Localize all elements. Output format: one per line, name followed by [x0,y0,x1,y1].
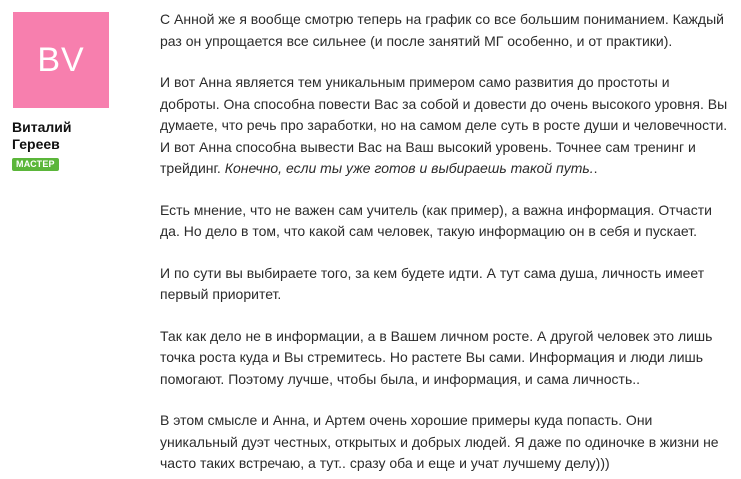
avatar-initials: BV [37,40,85,79]
post-paragraph: С Анной же я вообще смотрю теперь на график со все большим пониманием. Каждый раз он упрощается все сильнее (и после занятий МГ особенно, и от практики). [160,11,724,49]
post-paragraph-text: И вот Анна является тем уникальным примером само развития до простоты и доброты. Она способна повести Вас за собой и довести до очень высокого уровня. Вы думаете, что речь про заработки, но на самом деле суть в росте души и человечности. И вот Анна способна вывести Вас на Ваш высокий уровень. Точнее сам тренинг и трейдинг. [160,74,728,176]
post-paragraph: И по сути вы выбираете того, за кем будете идти. А тут сама душа, личность имеет первый приоритет. [160,264,705,302]
post-paragraph: Так как дело не в информации, а в Вашем личном росте. А другой человек это лишь точка роста куда и Вы стремитесь. Но растете Вы сами. Информация и люди лишь помогают. Поэтому лучше, чтобы была, и информация, и сама личность.. [160,327,713,387]
author-first-name: Виталий [12,119,72,135]
avatar[interactable] [13,12,109,108]
post-paragraph [160,72,732,180]
author-card [12,12,140,172]
author-last-name: Гереев [12,136,60,152]
post-paragraph: В этом смысле и Анна, и Артем очень хорошие примеры куда попасть. Они уникальный дуэт честных, открытых и добрых людей. Я даже по одиночке в жизни не часто таких встречаю, а тут.. сразу оба и еще и учат лучшему делу))) [160,412,719,471]
author-name[interactable] [12,119,102,153]
post-paragraph-emphasis: Конечно, если ты уже готов и выбираешь такой путь. [224,160,594,176]
post-body [160,9,732,479]
post-paragraph-tail: . [593,160,598,176]
status-badge: МАСТЕР [12,158,59,171]
post-paragraph: Есть мнение, что не важен сам учитель (как пример), а важна информация. Отчасти да. Но дело в том, что какой сам человек, такую информацию он в себя и пускает. [160,201,712,239]
